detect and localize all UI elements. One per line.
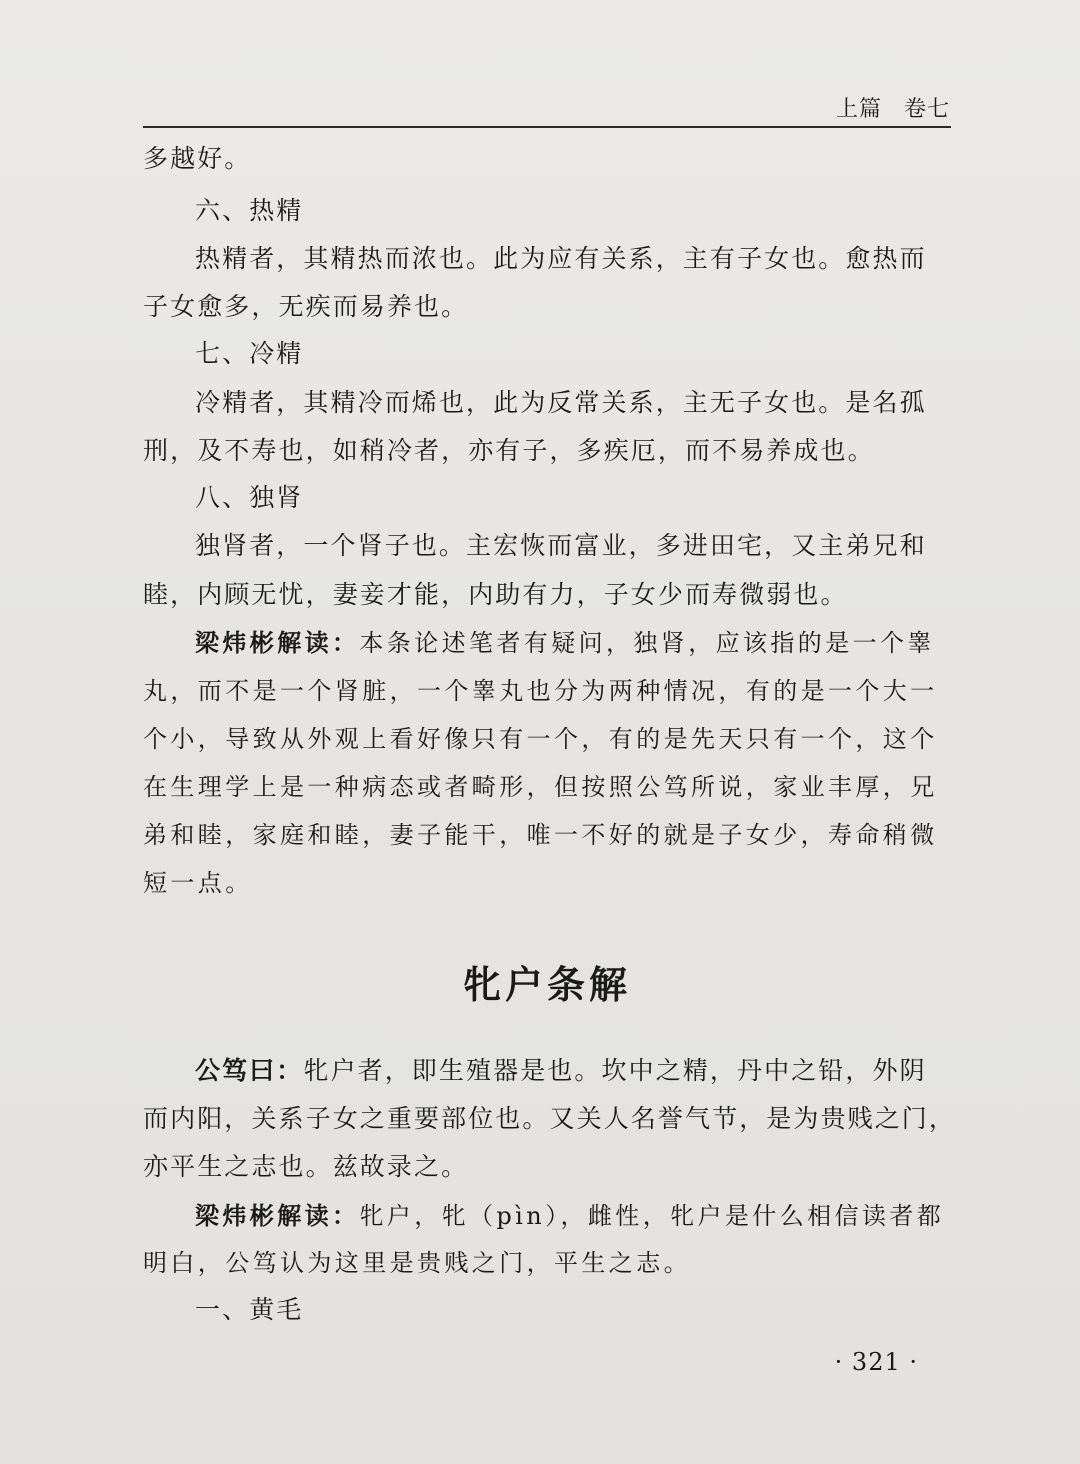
text-line: 睦，内顾无忧，妻妾才能，内助有力，子女少而寿微弱也。 <box>143 580 848 609</box>
item-heading: 一、黄毛 <box>195 1295 304 1324</box>
text-line: 而内阳，关系子女之重要部位也。又关人名誉气节，是为贵贱之门， <box>143 1104 957 1133</box>
text-line: 亦平生之志也。兹故录之。 <box>143 1152 469 1181</box>
running-head-part: 上篇 <box>835 97 882 122</box>
text-line: 刑，及不寿也，如稍冷者，亦有子，多疾厄，而不易养成也。 <box>143 436 875 465</box>
header-rule <box>143 126 951 128</box>
commentary-line: 弟和睦，家庭和睦，妻子能干，唯一不好的就是子女少，寿命稍微 <box>143 821 938 849</box>
intro-label: 公笃曰： <box>195 1056 304 1085</box>
commentary-label: 梁炜彬解读： <box>195 1201 360 1230</box>
section-title: 牝户条解 <box>462 962 631 1007</box>
item-heading: 八、独肾 <box>195 483 304 512</box>
commentary-line: 在生理学上是一种病态或者畸形，但按照公笃所说，家业丰厚，兄 <box>143 773 938 801</box>
text-line: 多越好。 <box>143 144 252 173</box>
commentary-line: 短一点。 <box>143 869 253 897</box>
commentary-line: 个小，导致从外观上看好像只有一个，有的是先天只有一个，这个 <box>143 725 938 753</box>
text-line: 独肾者，一个肾子也。主宏恢而富业，多进田宅，又主弟兄和 <box>195 531 927 560</box>
running-head <box>814 92 950 123</box>
commentary-line: 丸，而不是一个肾脏，一个睾丸也分为两种情况，有的是一个大一 <box>143 677 938 705</box>
commentary-text: 本条论述笔者有疑问，独肾，应该指的是一个睾 <box>359 629 935 657</box>
running-head-volume: 卷七 <box>903 97 950 122</box>
text-line: 热精者，其精热而浓也。此为应有关系，主有子女也。愈热而 <box>195 244 927 273</box>
item-heading: 七、冷精 <box>195 339 304 368</box>
commentary-line <box>195 1201 944 1231</box>
text-line: 子女愈多，无疾而易养也。 <box>143 292 469 321</box>
text-line: 冷精者，其精冷而烯也，此为反常关系，主无子女也。是名孤 <box>195 388 927 417</box>
text-line <box>195 1056 927 1086</box>
commentary-line: 明白，公笃认为这里是贵贱之门，平生之志。 <box>143 1249 691 1277</box>
item-heading: 六、热精 <box>195 196 304 225</box>
commentary-label: 梁炜彬解读： <box>195 628 360 657</box>
commentary-text: 牝户，牝（pìn），雌性，牝户是什么相信读者都 <box>359 1202 945 1230</box>
page-number: · 321 · <box>834 1348 918 1376</box>
commentary-line <box>195 628 935 658</box>
intro-text: 牝户者，即生殖器是也。坎中之精，丹中之铅，外阴 <box>303 1056 927 1085</box>
